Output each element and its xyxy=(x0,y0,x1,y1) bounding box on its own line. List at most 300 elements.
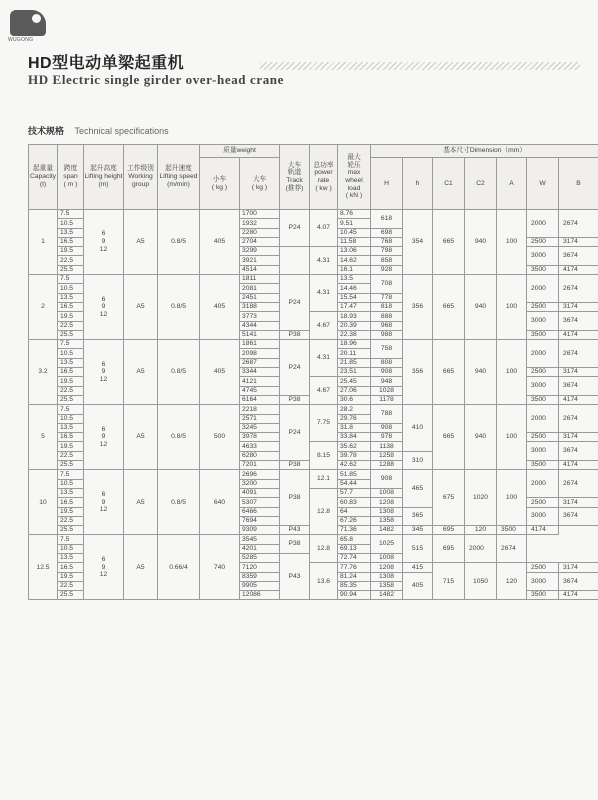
dim-C1-cell: 695 xyxy=(433,526,465,535)
dim-B-cell: 3674 xyxy=(559,507,598,526)
dim-B-cell: 4174 xyxy=(559,591,598,600)
capacity-cell: 3.2 xyxy=(29,340,58,405)
span-cell: 25.5 xyxy=(58,330,84,339)
wheel-load-cell: 14.46 xyxy=(338,284,371,293)
wheel-load-cell: 10.45 xyxy=(338,228,371,237)
track-cell: P24 xyxy=(280,210,310,247)
dim-B-cell: 4174 xyxy=(559,461,598,470)
lifting-speed-cell: 0.8/5 xyxy=(158,275,200,340)
crane-weight-cell: 4514 xyxy=(240,265,280,274)
lifting-height-value: 12 xyxy=(99,571,108,579)
lifting-speed-cell: 0.8/5 xyxy=(158,405,200,470)
dim-H-cell: 698 xyxy=(371,228,403,237)
wheel-load-cell: 27.06 xyxy=(338,386,371,395)
dim-h-cell: 465 xyxy=(403,470,433,507)
wheel-load-cell: 20.39 xyxy=(338,321,371,330)
dim-B-cell: 3674 xyxy=(559,247,598,266)
span-cell: 22.5 xyxy=(58,451,84,460)
spec-table-body xyxy=(29,210,598,600)
header-dimension: 基本尺寸Dimension（mm） xyxy=(371,145,598,158)
header-crane: 大车 ( kg ) xyxy=(240,158,280,210)
wheel-load-cell: 13.06 xyxy=(338,247,371,256)
dim-h-cell: 405 xyxy=(403,572,433,600)
track-cell: P38 xyxy=(280,330,310,339)
track-cell: P24 xyxy=(280,405,310,461)
wheel-load-cell: 28.2 xyxy=(338,405,371,414)
dim-W-cell: 2000 xyxy=(527,470,559,498)
track-cell: P38 xyxy=(280,535,310,554)
power-cell: 4.67 xyxy=(310,312,338,340)
crane-weight-cell: 7694 xyxy=(240,516,280,525)
dim-h-cell: 310 xyxy=(403,451,433,470)
lifting-height-value: 9 xyxy=(101,563,106,571)
brand-logo xyxy=(8,10,52,44)
wheel-load-cell: 77.76 xyxy=(338,563,371,572)
dim-H-cell: 1208 xyxy=(371,498,403,507)
crane-weight-cell: 2704 xyxy=(240,237,280,246)
span-cell: 16.5 xyxy=(58,498,84,507)
dim-H-cell: 908 xyxy=(371,368,403,377)
dim-W-cell: 2000 xyxy=(527,210,559,238)
wheel-load-cell: 39.78 xyxy=(338,451,371,460)
dim-H-cell: 1258 xyxy=(371,451,403,460)
span-cell: 7.5 xyxy=(58,470,84,479)
crane-weight-cell: 2280 xyxy=(240,228,280,237)
dim-H-cell: 1308 xyxy=(371,507,403,516)
crane-weight-cell: 4121 xyxy=(240,377,280,386)
lifting-speed-cell: 0.8/5 xyxy=(158,470,200,535)
dim-B-cell: 3674 xyxy=(559,377,598,396)
power-cell: 4.67 xyxy=(310,377,338,405)
dim-C2-cell: 940 xyxy=(465,340,497,405)
dim-C2-cell: 940 xyxy=(465,405,497,470)
page-title-en: HD Electric single girder over-head crane xyxy=(28,72,285,87)
page-title-cn: HD型电动单梁起重机 xyxy=(28,55,185,72)
track-cell: P38 xyxy=(280,395,310,404)
wheel-load-cell: 65.8 xyxy=(338,535,371,544)
power-cell: 13.6 xyxy=(310,563,338,600)
section-heading-en: Technical specifications xyxy=(74,126,169,136)
crane-weight-cell: 1811 xyxy=(240,275,280,284)
dim-H-cell: 768 xyxy=(371,237,403,246)
wheel-load-cell: 51.85 xyxy=(338,470,371,479)
track-cell: P43 xyxy=(280,553,310,599)
crane-weight-cell: 9309 xyxy=(240,526,280,535)
span-cell: 25.5 xyxy=(58,591,84,600)
dim-B-cell: 2674 xyxy=(559,275,598,303)
span-cell: 19.5 xyxy=(58,572,84,581)
table-row xyxy=(29,275,598,284)
lifting-height-value: 6 xyxy=(101,360,106,368)
span-cell: 13.5 xyxy=(58,423,84,432)
power-cell: 4.31 xyxy=(310,247,338,275)
wheel-load-cell: 9.51 xyxy=(338,219,371,228)
header-track: 大车 轨道 Track (推荐) xyxy=(280,145,310,210)
dim-W-cell: 2500 xyxy=(527,563,559,572)
dim-W-cell: 2000 xyxy=(527,340,559,368)
span-cell: 10.5 xyxy=(58,349,84,358)
lifting-height-cell xyxy=(84,340,124,405)
track-cell: P24 xyxy=(280,275,310,331)
crane-weight-cell: 3188 xyxy=(240,302,280,311)
span-cell: 19.5 xyxy=(58,442,84,451)
crane-weight-cell: 2696 xyxy=(240,470,280,479)
dim-B-cell: 4174 xyxy=(527,526,559,535)
crane-weight-cell: 1861 xyxy=(240,340,280,349)
span-cell: 7.5 xyxy=(58,535,84,544)
crane-weight-cell: 2571 xyxy=(240,414,280,423)
trolley-weight-cell: 405 xyxy=(200,210,240,275)
dim-W-cell: 2500 xyxy=(527,368,559,377)
span-cell: 13.5 xyxy=(58,553,84,562)
dim-h-cell: 356 xyxy=(403,340,433,405)
span-cell: 16.5 xyxy=(58,563,84,572)
crane-weight-cell: 2687 xyxy=(240,358,280,367)
dim-H-cell: 818 xyxy=(371,302,403,311)
power-cell: 12.1 xyxy=(310,470,338,489)
wheel-load-cell: 71.36 xyxy=(338,526,371,535)
dim-W-cell: 3500 xyxy=(527,591,559,600)
dim-W-cell: 3000 xyxy=(527,572,559,591)
header-power: 总功率 power rate ( kw ) xyxy=(310,145,338,210)
table-row xyxy=(29,535,598,544)
wheel-load-cell: 64 xyxy=(338,507,371,516)
crane-weight-cell: 3299 xyxy=(240,247,280,256)
lifting-height-value: 6 xyxy=(101,295,106,303)
wheel-load-cell: 20.11 xyxy=(338,349,371,358)
lifting-height-value: 6 xyxy=(101,490,106,498)
dim-C1-cell: 665 xyxy=(433,340,465,405)
wheel-load-cell: 35.62 xyxy=(338,442,371,451)
power-cell: 12.8 xyxy=(310,488,338,534)
decorative-hatch xyxy=(260,62,580,70)
span-cell: 10.5 xyxy=(58,544,84,553)
dim-A-cell: 100 xyxy=(497,275,527,340)
span-cell: 10.5 xyxy=(58,479,84,488)
dim-H-cell: 1008 xyxy=(371,553,403,562)
span-cell: 25.5 xyxy=(58,461,84,470)
dim-H-cell: 988 xyxy=(371,330,403,339)
header-working-group: 工作级别 Working group xyxy=(124,145,158,210)
wheel-load-cell: 18.96 xyxy=(338,340,371,349)
lifting-height-cell xyxy=(84,275,124,340)
dim-h-cell: 415 xyxy=(403,563,433,572)
dim-C2-cell: 940 xyxy=(465,210,497,275)
lifting-height-cell xyxy=(84,405,124,470)
power-cell: 4.31 xyxy=(310,340,338,377)
crane-weight-cell: 7120 xyxy=(240,563,280,572)
dim-W-cell: 2500 xyxy=(527,237,559,246)
dim-H-cell: 1208 xyxy=(371,563,403,572)
dim-H-cell: 1308 xyxy=(371,572,403,581)
trolley-weight-cell: 405 xyxy=(200,340,240,405)
wheel-load-cell: 23.51 xyxy=(338,368,371,377)
dim-H-cell: 1358 xyxy=(371,581,403,590)
header-capacity: 起重量 Capacity (t) xyxy=(29,145,58,210)
dim-W-cell: 2500 xyxy=(527,498,559,507)
span-cell: 13.5 xyxy=(58,293,84,302)
dim-H-cell: 758 xyxy=(371,340,403,359)
span-cell: 19.5 xyxy=(58,247,84,256)
crane-weight-cell: 5307 xyxy=(240,498,280,507)
wheel-load-cell: 16.1 xyxy=(338,265,371,274)
lifting-height-value: 6 xyxy=(101,230,106,238)
capacity-cell: 2 xyxy=(29,275,58,340)
dim-C1-cell: 665 xyxy=(433,210,465,275)
span-cell: 10.5 xyxy=(58,284,84,293)
trolley-weight-cell: 740 xyxy=(200,535,240,600)
dim-H-cell: 708 xyxy=(371,275,403,294)
crane-weight-cell: 2081 xyxy=(240,284,280,293)
trolley-weight-cell: 500 xyxy=(200,405,240,470)
wheel-load-cell: 11.58 xyxy=(338,237,371,246)
crane-weight-cell: 4633 xyxy=(240,442,280,451)
power-cell: 12.8 xyxy=(310,535,338,563)
dim-B-cell: 2674 xyxy=(497,535,527,563)
wheel-load-cell: 60.83 xyxy=(338,498,371,507)
crane-weight-cell: 6164 xyxy=(240,395,280,404)
dim-A-cell: 100 xyxy=(497,210,527,275)
span-cell: 7.5 xyxy=(58,210,84,219)
wheel-load-cell: 42.62 xyxy=(338,461,371,470)
span-cell: 22.5 xyxy=(58,386,84,395)
dim-W-cell: 3500 xyxy=(527,330,559,339)
dim-B-cell: 2674 xyxy=(559,470,598,498)
dim-H-cell: 858 xyxy=(371,256,403,265)
lifting-height-value: 12 xyxy=(99,506,108,514)
crane-weight-cell: 1700 xyxy=(240,210,280,219)
dim-h-cell: 356 xyxy=(403,275,433,340)
dim-A-cell: 120 xyxy=(465,526,497,535)
spec-table xyxy=(28,144,598,600)
crane-weight-cell: 3344 xyxy=(240,368,280,377)
crane-weight-cell: 2218 xyxy=(240,405,280,414)
logo-text: WUGONG xyxy=(8,37,34,43)
crane-weight-cell: 3773 xyxy=(240,312,280,321)
span-cell: 13.5 xyxy=(58,488,84,497)
dim-W-cell: 3000 xyxy=(527,312,559,331)
lifting-height-cell xyxy=(84,535,124,600)
crane-weight-cell: 3545 xyxy=(240,535,280,544)
lifting-speed-cell: 0.8/5 xyxy=(158,210,200,275)
crane-weight-cell: 1932 xyxy=(240,219,280,228)
dim-C1-cell: 695 xyxy=(433,535,465,563)
dim-A-cell: 120 xyxy=(497,563,527,600)
dim-W-cell: 3000 xyxy=(527,507,559,526)
lifting-height-cell xyxy=(84,470,124,535)
header-C1: C1 xyxy=(433,158,465,210)
crane-weight-cell: 7201 xyxy=(240,461,280,470)
crane-weight-cell: 3200 xyxy=(240,479,280,488)
dim-h-cell: 515 xyxy=(403,535,433,563)
span-cell: 22.5 xyxy=(58,321,84,330)
dim-C1-cell: 715 xyxy=(433,563,465,600)
lifting-height-value: 12 xyxy=(99,310,108,318)
dim-W-cell: 2000 xyxy=(527,405,559,433)
dim-W-cell: 3500 xyxy=(527,265,559,274)
dim-W-cell: 2500 xyxy=(527,302,559,311)
dim-h-cell: 345 xyxy=(403,526,433,535)
dim-H-cell: 798 xyxy=(371,247,403,256)
crane-weight-cell: 3245 xyxy=(240,423,280,432)
trolley-weight-cell: 405 xyxy=(200,275,240,340)
dim-B-cell: 4174 xyxy=(559,395,598,404)
dim-C1-cell: 675 xyxy=(433,470,465,526)
crane-weight-cell: 4344 xyxy=(240,321,280,330)
wheel-load-cell: 30.6 xyxy=(338,395,371,404)
dim-H-cell: 1025 xyxy=(371,535,403,554)
header-W: W xyxy=(527,158,559,210)
wheel-load-cell: 13.5 xyxy=(338,275,371,284)
wheel-load-cell: 15.54 xyxy=(338,293,371,302)
crane-weight-cell: 5285 xyxy=(240,553,280,562)
lifting-height-value: 9 xyxy=(101,433,106,441)
dim-W-cell: 3000 xyxy=(527,442,559,461)
dim-B-cell: 3174 xyxy=(559,368,598,377)
wheel-load-cell: 21.85 xyxy=(338,358,371,367)
lifting-height-value: 6 xyxy=(101,555,106,563)
span-cell: 10.5 xyxy=(58,414,84,423)
track-cell: P24 xyxy=(280,340,310,396)
dim-B-cell: 3674 xyxy=(559,312,598,331)
capacity-cell: 5 xyxy=(29,405,58,470)
dim-B-cell: 3174 xyxy=(559,302,598,311)
working-group-cell: A5 xyxy=(124,535,158,600)
track-cell: P43 xyxy=(280,526,310,535)
power-cell: 8.15 xyxy=(310,442,338,470)
dim-B-cell: 2674 xyxy=(559,405,598,433)
dim-H-cell: 1008 xyxy=(371,488,403,497)
dim-H-cell: 1288 xyxy=(371,461,403,470)
elephant-logo-icon xyxy=(10,10,46,36)
dim-B-cell: 2674 xyxy=(559,340,598,368)
dim-h-cell: 354 xyxy=(403,210,433,275)
dim-H-cell: 788 xyxy=(371,405,403,424)
dim-B-cell: 4174 xyxy=(559,330,598,339)
wheel-load-cell: 18.93 xyxy=(338,312,371,321)
track-cell xyxy=(280,247,310,275)
header-A: A xyxy=(497,158,527,210)
wheel-load-cell: 90.94 xyxy=(338,591,371,600)
crane-weight-cell: 12086 xyxy=(240,591,280,600)
header-H: H xyxy=(371,158,403,210)
span-cell: 10.5 xyxy=(58,219,84,228)
working-group-cell: A5 xyxy=(124,470,158,535)
crane-weight-cell: 6466 xyxy=(240,507,280,516)
header-trolley: 小车 ( kg ) xyxy=(200,158,240,210)
capacity-cell: 12.5 xyxy=(29,535,58,600)
working-group-cell: A5 xyxy=(124,405,158,470)
dim-H-cell: 1178 xyxy=(371,395,403,404)
lifting-height-value: 6 xyxy=(101,425,106,433)
header-B: B xyxy=(559,158,598,210)
wheel-load-cell: 8.76 xyxy=(338,210,371,219)
working-group-cell: A5 xyxy=(124,340,158,405)
header-weight: 质量weight xyxy=(200,145,280,158)
crane-weight-cell: 6280 xyxy=(240,451,280,460)
span-cell: 25.5 xyxy=(58,395,84,404)
dim-H-cell: 1028 xyxy=(371,386,403,395)
lifting-height-value: 9 xyxy=(101,368,106,376)
span-cell: 13.5 xyxy=(58,228,84,237)
dim-H-cell: 1138 xyxy=(371,442,403,451)
dim-H-cell: 908 xyxy=(371,470,403,489)
trolley-weight-cell: 640 xyxy=(200,470,240,535)
span-cell: 7.5 xyxy=(58,405,84,414)
dim-W-cell: 3000 xyxy=(527,247,559,266)
dim-B-cell: 2674 xyxy=(559,210,598,238)
dim-H-cell: 1358 xyxy=(371,516,403,525)
span-cell: 19.5 xyxy=(58,377,84,386)
track-cell: P38 xyxy=(280,461,310,470)
header-wheel-load: 最大 轮压 max wheel load ( kN ) xyxy=(338,145,371,210)
wheel-load-cell: 29.76 xyxy=(338,414,371,423)
crane-weight-cell: 4091 xyxy=(240,488,280,497)
crane-weight-cell: 2098 xyxy=(240,349,280,358)
wheel-load-cell: 85.35 xyxy=(338,581,371,590)
span-cell: 22.5 xyxy=(58,516,84,525)
crane-weight-cell: 9905 xyxy=(240,581,280,590)
dim-B-cell: 3674 xyxy=(559,442,598,461)
dim-B-cell: 3174 xyxy=(559,237,598,246)
lifting-height-cell xyxy=(84,210,124,275)
dim-B-cell: 4174 xyxy=(559,265,598,274)
header-h: h xyxy=(403,158,433,210)
dim-W-cell: 3500 xyxy=(527,461,559,470)
dim-W-cell: 3000 xyxy=(527,377,559,396)
dim-A-cell: 100 xyxy=(497,470,527,526)
dim-H-cell: 1482 xyxy=(371,591,403,600)
dim-H-cell: 928 xyxy=(371,265,403,274)
span-cell: 13.5 xyxy=(58,358,84,367)
dim-W-cell: 3500 xyxy=(497,526,527,535)
span-cell: 7.5 xyxy=(58,340,84,349)
dim-H-cell: 908 xyxy=(371,423,403,432)
wheel-load-cell: 17.47 xyxy=(338,302,371,311)
dim-C2-cell: 1050 xyxy=(465,563,497,600)
span-cell: 16.5 xyxy=(58,302,84,311)
wheel-load-cell: 57.7 xyxy=(338,488,371,497)
dim-H-cell: 888 xyxy=(371,312,403,321)
lifting-speed-cell: 0.66/4 xyxy=(158,535,200,600)
crane-weight-cell: 2451 xyxy=(240,293,280,302)
span-cell: 16.5 xyxy=(58,368,84,377)
span-cell: 16.5 xyxy=(58,433,84,442)
dim-C1-cell: 665 xyxy=(433,405,465,470)
dim-B-cell: 3174 xyxy=(559,563,598,572)
power-cell: 4.07 xyxy=(310,210,338,247)
crane-weight-cell: 3921 xyxy=(240,256,280,265)
table-row xyxy=(29,470,598,479)
crane-weight-cell: 4201 xyxy=(240,544,280,553)
lifting-height-value: 9 xyxy=(101,238,106,246)
working-group-cell: A5 xyxy=(124,210,158,275)
dim-B-cell: 3674 xyxy=(559,572,598,591)
dim-C1-cell: 665 xyxy=(433,275,465,340)
wheel-load-cell: 72.74 xyxy=(338,553,371,562)
lifting-speed-cell: 0.8/5 xyxy=(158,340,200,405)
working-group-cell: A5 xyxy=(124,275,158,340)
span-cell: 19.5 xyxy=(58,507,84,516)
table-row xyxy=(29,210,598,219)
dim-W-cell: 2500 xyxy=(527,433,559,442)
wheel-load-cell: 22.38 xyxy=(338,330,371,339)
dim-C2-cell: 940 xyxy=(465,275,497,340)
dim-A-cell: 100 xyxy=(497,340,527,405)
dim-H-cell: 808 xyxy=(371,358,403,367)
table-row xyxy=(29,405,598,414)
span-cell: 16.5 xyxy=(58,237,84,246)
